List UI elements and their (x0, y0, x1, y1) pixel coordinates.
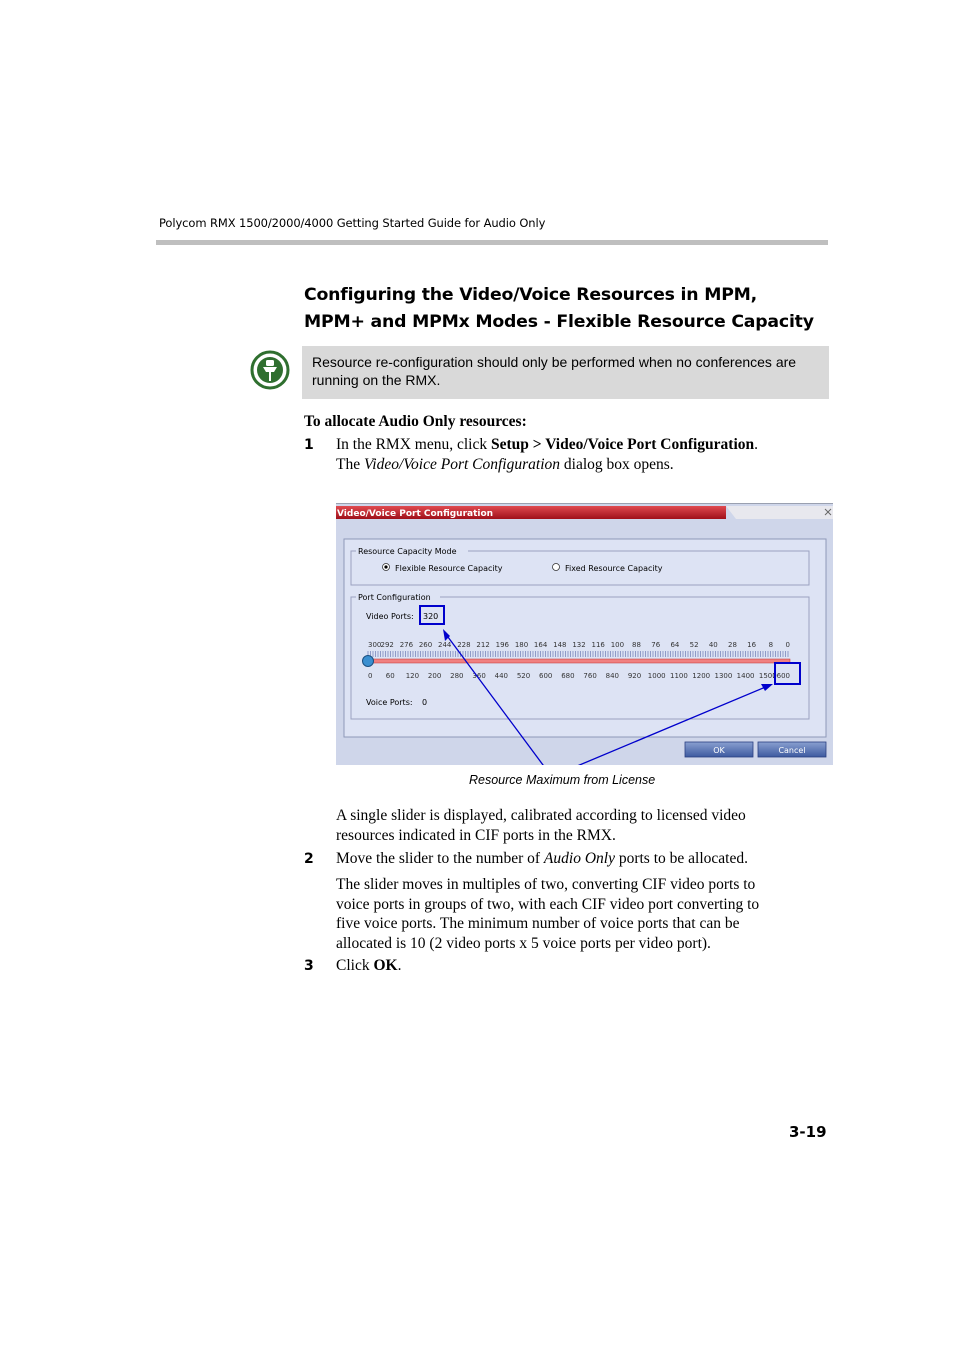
top-scale-label: 148 (553, 641, 567, 649)
slider-description (336, 806, 826, 845)
cancel-button-label: Cancel (778, 746, 806, 755)
cancel-button[interactable] (758, 742, 826, 757)
top-scale-label: 40 (708, 641, 718, 649)
procedure-heading: To allocate Audio Only resources: (304, 413, 527, 430)
pushpin-icon (250, 350, 290, 390)
step-1-number: 1 (304, 437, 314, 453)
step-2-text (336, 849, 748, 869)
top-scale-label: 100 (610, 641, 625, 649)
section-title-line2: MPM+ and MPMx Modes - Flexible Resource Capacity (304, 312, 814, 332)
running-header: Polycom RMX 1500/2000/4000 Getting Started Guide for Audio Only (159, 216, 546, 230)
dialog-title: Video/Voice Port Configuration (337, 509, 494, 519)
step-1-dialog-name: Video/Voice Port Configuration (363, 456, 561, 473)
top-scale-label: 260 (418, 641, 433, 649)
step-3-text (336, 956, 401, 976)
bottom-scale-label: 440 (494, 672, 508, 680)
dialog-screenshot (336, 503, 833, 765)
video-ports-value: 320 (423, 612, 439, 621)
step-1-line2 (336, 455, 674, 475)
step-2-para-line4: allocated is 10 (2 video ports x 5 voice ports per video port). (336, 934, 711, 952)
step-3-pre: Click (336, 957, 374, 974)
step-2-number: 2 (304, 851, 314, 867)
step-2-para-line2: voice ports in groups of two, with each CIF video port converting to (336, 895, 760, 913)
bottom-scale-label: 680 (561, 672, 575, 680)
bottom-scale-label: 520 (516, 672, 531, 680)
step-3-post: . (397, 957, 402, 974)
port-group-label: Port Configuration (358, 593, 431, 602)
note-line2: running on the RMX. (312, 372, 441, 388)
section-title-line1: Configuring the Video/Voice Resources in MPM, (304, 285, 758, 305)
step-3-number: 3 (304, 958, 314, 974)
top-scale-label: 52 (689, 641, 699, 649)
slider-track[interactable] (368, 659, 790, 663)
slider-thumb[interactable] (363, 656, 374, 667)
step-1-line2-pre: The (336, 456, 364, 473)
voice-ports-value: 0 (422, 698, 428, 707)
top-scale-label: 88 (632, 641, 641, 649)
step-2-para-line1: The slider moves in multiples of two, converting CIF video ports to (336, 876, 756, 893)
step-1-menu-path: Setup > Video/Voice Port Configuration (490, 436, 755, 453)
voice-ports-label: Voice Ports: (366, 698, 413, 707)
bottom-scale-label: 120 (405, 672, 420, 680)
ok-button-label: OK (713, 746, 725, 755)
top-scale-label: 164 (533, 641, 548, 649)
bottom-scale-label: 0 (368, 672, 373, 680)
top-scale-label: 196 (495, 641, 509, 649)
note-line1: Resource re-configuration should only be performed when no conferences are (312, 354, 797, 370)
step-2-post: ports to be allocated. (614, 850, 748, 867)
bottom-scale-label: 1300 (714, 672, 733, 680)
slider-description-line1: A single slider is displayed, calibrated according to licensed video (336, 807, 746, 824)
radio-fixed[interactable] (553, 564, 560, 571)
top-scale-label: 180 (514, 641, 529, 649)
slider-description-line2: resources indicated in CIF ports in the RMX. (336, 826, 616, 844)
top-scale-label: 64 (670, 641, 680, 649)
bottom-scale-label: 1000 (647, 672, 666, 680)
top-scale-label: 116 (591, 641, 605, 649)
note-text (312, 353, 822, 389)
page-number: 3-19 (789, 1123, 827, 1141)
step-1-text (336, 435, 758, 455)
step-1-post: . (754, 436, 759, 453)
bottom-scale-label: 920 (627, 672, 642, 680)
top-scale-label: 132 (572, 641, 586, 649)
radio-flexible-label: Flexible Resource Capacity (395, 564, 503, 573)
step-2-para-line3: five voice ports. The minimum number of voice ports that can be (336, 915, 740, 932)
ok-button[interactable] (685, 742, 753, 757)
top-scale-label: 0 (785, 641, 790, 649)
top-scale-label: 28 (728, 641, 737, 649)
bottom-scale-label: 1600 (772, 672, 790, 680)
bottom-scale-label: 760 (583, 672, 597, 680)
step-2-italic: Audio Only (543, 850, 615, 867)
radio-fixed-label: Fixed Resource Capacity (565, 564, 663, 573)
bottom-scale-label: 1500 (758, 672, 777, 680)
top-scale-label: 212 (476, 641, 490, 649)
radio-flexible[interactable] (383, 564, 390, 571)
top-scale-label: 300 (368, 641, 382, 649)
step-1-pre: In the RMX menu, click (336, 436, 491, 453)
step-2-pre: Move the slider to the number of (336, 850, 544, 867)
bottom-scale-label: 280 (450, 672, 464, 680)
bottom-scale-label: 1100 (669, 672, 688, 680)
bottom-scale-label: 200 (427, 672, 442, 680)
top-scale-label: 76 (651, 641, 661, 649)
bottom-scale-label: 1200 (692, 672, 711, 680)
bottom-scale-label: 600 (539, 672, 553, 680)
header-rule (156, 240, 828, 245)
section-title (304, 282, 844, 336)
top-scale-label: 244 (438, 641, 452, 649)
bottom-scale-label: 60 (385, 672, 395, 680)
step-2-paragraph (336, 875, 831, 953)
mode-group-label: Resource Capacity Mode (358, 547, 457, 556)
top-scale-label: 276 (399, 641, 414, 649)
step-1-line2-post: dialog box opens. (560, 456, 674, 473)
bottom-scale-label: 840 (605, 672, 619, 680)
video-ports-label: Video Ports: (366, 612, 414, 621)
top-scale-label: 8 (768, 641, 774, 649)
figure-caption: Resource Maximum from License (469, 773, 656, 787)
top-scale-label: 292 (380, 641, 394, 649)
top-scale-label: 228 (457, 641, 471, 649)
bottom-scale-label: 1400 (736, 672, 755, 680)
top-scale-label: 16 (747, 641, 757, 649)
bottom-scale-label: 360 (472, 672, 486, 680)
step-3-ok: OK (373, 957, 398, 974)
